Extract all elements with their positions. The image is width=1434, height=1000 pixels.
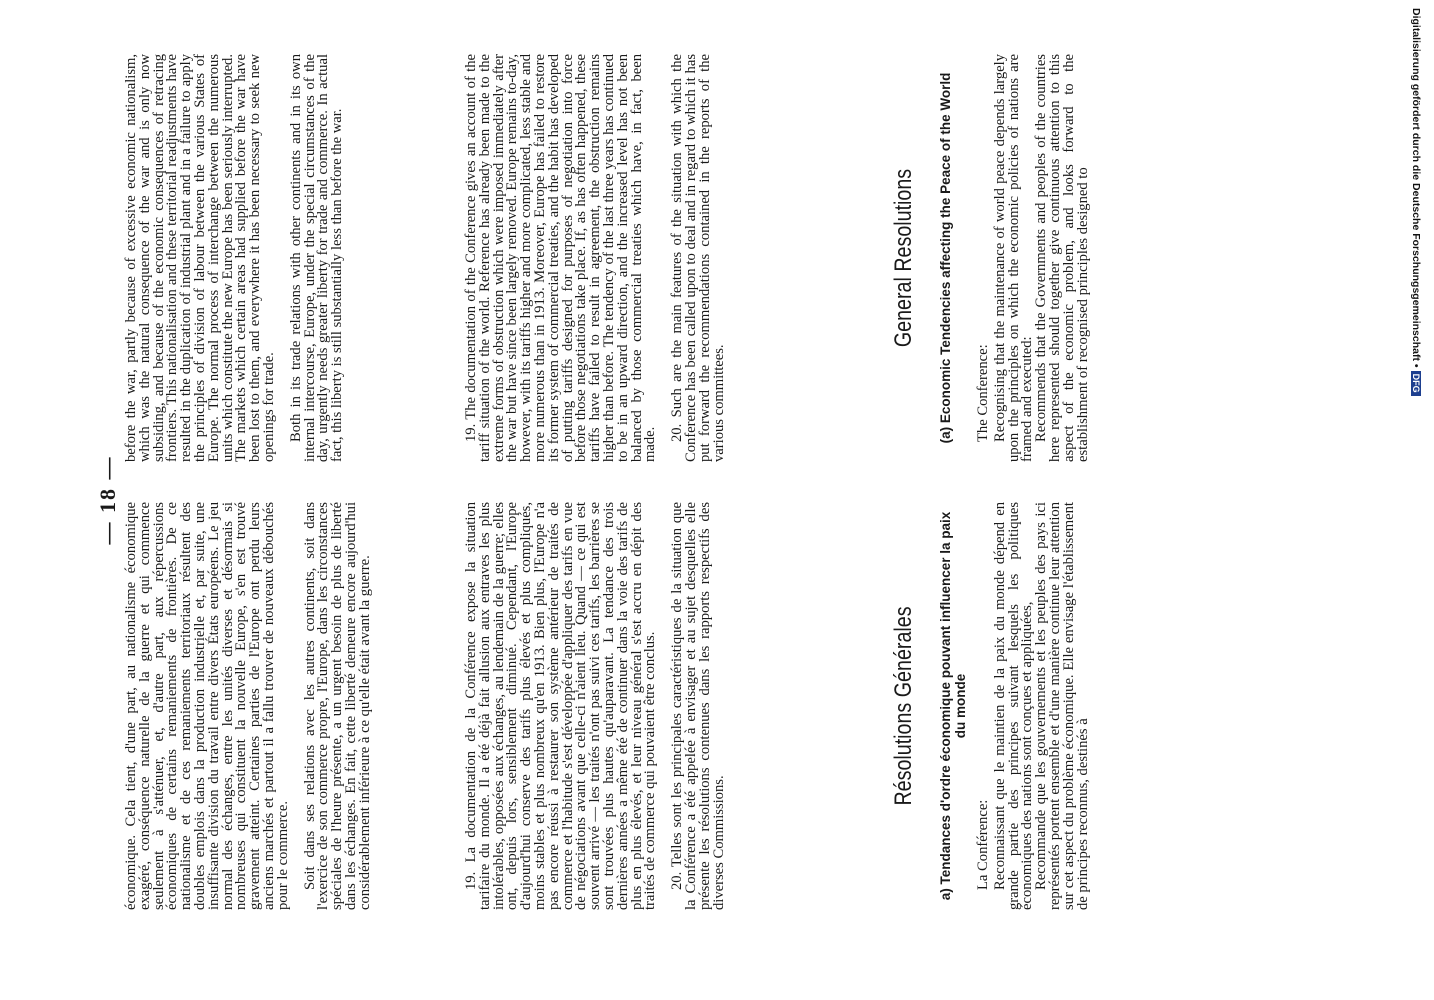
digitization-credit (1410, 8, 1422, 396)
english-paragraph-2: Both in its trade relations with other continents and in its own internal intercourse, Europe, under the special circumstances of the day, urgently needs greater liberty for trade and commerce. In actual fact, this liberty is still substantially less than before the war. (287, 54, 346, 462)
rotated-page (75, 50, 1375, 950)
french-paragraph-2: Soit dans ses relations avec les autres continents, soit dans l'exercice de son commerce propre, l'Europe, dans les circonstances spéciales de l'heure présente, a un urgent besoin de plus de liberté dans les échanges. En fait, cette liberté demeure encore aujourd'hui considérablement inférieure à ce qu'elle était avant la guerre. (301, 502, 373, 910)
english-paragraph-20-text: 20. Such are the main features of the situation with which the Conference has been called upon to deal and in regard to which it has put forward the recommendations contained in the reports of the various committees. (669, 54, 727, 462)
french-resolutions-body (977, 502, 1090, 910)
english-resolution-lead: The Conference: (975, 344, 991, 442)
english-resolutions-body (977, 54, 1090, 462)
english-paragraph-1: before the war, partly because of excessive economic nationalism, which was the natural consequence of the war and is only now subsiding, and because of the economic consequences of retracing frontiers. This nationalisation and these territorial readjustments have resulted in the duplication of industrial plant and in a failure to apply the principles of division of labour between the various States of Europe. The normal process of interchange between the numerous units which constitute the new Europe has been seriously interrupted. The markets which certain areas had supplied before the war have been lost to them, and everywhere it has been necessary to seek new openings for trade. (123, 54, 277, 462)
english-resolutions-title: General Resolutions (890, 168, 917, 348)
english-paragraph-19-text: 19. The documentation of the Conference gives an account of the tariff situation of the world. Reference has already been made to the extreme forms of obstruction which were imposed immediately after the war but have since been largely removed. Europe remains to-day, however, with its tariffs higher and more complicated, less stable and more numerous than in 1913. Moreover, Europe has failed to restore its former system of commercial treaties, and the habit has developed of putting tariffs designed for purposes of negotiation into force before those negotiations take place. If, as has often happened, these tariffs have failed to result in agreement, the obstruction remains higher than before. The tendency of the last three years has continued to be in an upward direction, and the increased level has not been balanced by those commercial treaties which have, in fact, been made. (463, 54, 659, 462)
french-resolutions-subtitle: a) Tendances d'ordre économique pouvant influencer la paix du monde (938, 511, 968, 901)
french-column-intro (125, 502, 373, 910)
french-paragraph-1: économique. Cela tient, d'une part, au nationalisme économique exagéré, conséquence naturelle de la guerre et qui commence seulement à s'atténuer, et, d'autre part, aux répercussions économiques de certains remaniements de frontières. De ce nationalisme et de ces remaniements territoriaux résultent des doubles emplois dans la production industrielle et, par suite, une insuffisante division du travail entre divers États européens. Le jeu normal des échanges, entre les unités diverses et désormais si nombreuses qui constituent la nouvelle Europe, s'en est trouvé gravement atteint. Certaines parties de l'Europe ont perdu leurs anciens marchés et partout il a fallu trouver de nouveaux débouchés pour le commerce. (123, 502, 291, 910)
french-paragraph-19 (465, 502, 726, 910)
french-resolution-lead: La Conférence: (975, 799, 991, 890)
french-paragraph-20-text: 20. Telles sont les principales caractéristiques de la situation que la Conférence a été appelée à envisager et au sujet desquelles elle présente les résolutions contenues dans les rapports respectifs des diverses Commissions. (669, 502, 727, 910)
french-resolution-recommends: Recommande que les gouvernements et les peuples des pays ici représentés portent ensemble et d'une manière continue leur attention sur cet aspect du problème économique. Elle envisage l'établissement de principes reconnus, destinés à (1033, 502, 1091, 910)
english-resolution-recommends: Recommends that the Governments and peoples of the countries here represented should together give continuous attention to this aspect of the economic problem, and looks forward to the establishment of recognised principles designed to (1033, 54, 1091, 462)
english-resolution-recognising: Recognising that the maintenance of world peace depends largely upon the principles on which the economic policies of nations are framed and executed: (991, 54, 1036, 462)
dfg-logo: DFG (1411, 371, 1421, 396)
french-resolutions-title: Résolutions Générales (890, 606, 917, 806)
page-number: — 18 — (95, 455, 120, 545)
french-paragraph-19-text: 19. La documentation de la Conférence expose la situation tarifaire du monde. Il a été déjà fait allusion aux entraves les plus intolérables, opposées aux échanges, au lendemain de la guerre; elles ont, depuis lors, sensiblement diminué. Cependant, l'Europe d'aujourd'hui conserve des tarifs plus élevés et plus compliqués, moins stables et plus nombreux qu'en 1913. Bien plus, l'Europe n'a pas encore réussi à restaurer son système antérieur de traités de commerce et l'habitude s'est développée d'appliquer des tarifs en vue de négociations avant que celle-ci n'aient lieu. Quand — ce qui est souvent arrivé — les traités n'ont pas suivi ces tarifs, les barrières se sont trouvées plus hautes qu'auparavant. La tendance des trois dernières années a même été de continuer dans la voie des tarifs de plus en plus élevés, et leur niveau général s'est accru en dépit des traités de commerce qui pouvaient être conclus. (463, 502, 659, 910)
english-resolutions-subtitle: (a) Economic Tendencies affecting the Peace of the World (938, 72, 953, 444)
credit-text: Digitalisierung gefördert durch die Deutsche Forschungsgemeinschaft • (1410, 8, 1422, 368)
english-paragraph-19 (465, 54, 726, 462)
english-column-intro (125, 54, 345, 462)
french-resolution-recognising: Reconnaissant que le maintien de la paix du monde dépend en grande partie des principes suivant lesquels les politiques économiques des nations sont conçues et appliquées, (991, 502, 1036, 910)
